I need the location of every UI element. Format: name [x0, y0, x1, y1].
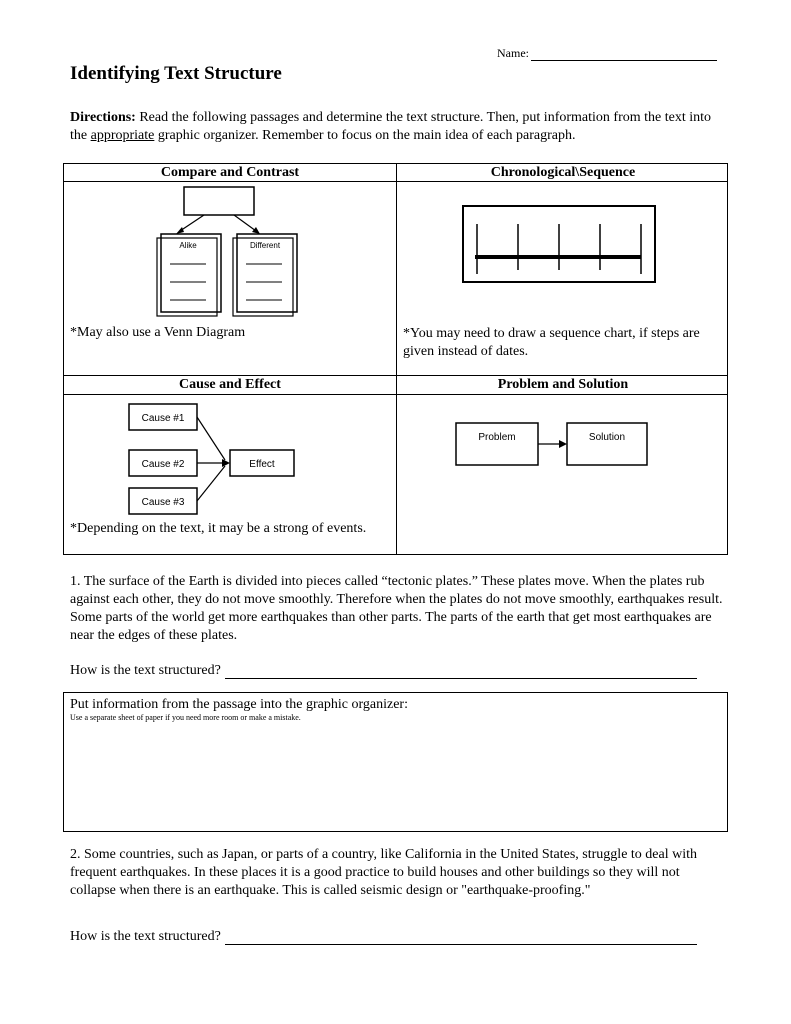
table-divider-h3 [64, 394, 727, 395]
question-2 [70, 929, 697, 945]
directions-underlined: appropriate [90, 128, 155, 143]
timeline-diagram [461, 204, 659, 286]
chronological-note: *You may need to draw a sequence chart, if steps are given instead of dates. [403, 326, 700, 359]
problem-label: Problem [478, 432, 516, 443]
directions-label: Directions: [70, 110, 136, 125]
problem-solution-heading: Problem and Solution [497, 377, 629, 392]
table-divider-h1 [64, 181, 727, 182]
cause3-label: Cause #3 [141, 497, 185, 508]
different-label: Different [249, 241, 281, 250]
question-1-label: How is the text structured? [70, 663, 221, 678]
passage-1: 1. The surface of the Earth is divided into pieces called “tectonic plates.” These plates move. When the plates rub against each other, they do not move smoothly. Therefore when the plates do not move smoothly, earthquakes result. Some parts of the world get more earthquakes than other parts. The parts of the earth that get most earthquakes are near the edges of these plates. [70, 574, 723, 643]
table-divider-vertical [396, 164, 397, 554]
effect-label: Effect [249, 459, 275, 470]
cause-effect-note: *Depending on the text, it may be a strong of events. [70, 521, 367, 536]
cause-effect-diagram [124, 400, 304, 520]
compare-heading: Compare and Contrast [160, 165, 300, 180]
name-label: Name: [497, 46, 529, 60]
name-blank-line[interactable] [531, 48, 717, 61]
chronological-heading: Chronological\Sequence [490, 165, 636, 180]
table-divider-h2 [64, 375, 727, 376]
alike-label: Alike [179, 241, 197, 250]
organizer-answer-box[interactable] [63, 692, 728, 832]
problem-solution-diagram [452, 420, 652, 468]
name-field[interactable] [497, 46, 717, 61]
directions-text-before: Read the following passages and determine the text structure. Then, put information from the text into the [70, 110, 711, 143]
question-1 [70, 663, 697, 679]
solution-label: Solution [588, 432, 626, 443]
cause-effect-heading: Cause and Effect [179, 377, 281, 392]
question-2-label: How is the text structured? [70, 929, 221, 944]
compare-diagram [152, 186, 302, 318]
cause1-label: Cause #1 [141, 413, 185, 424]
answer-box-title: Put information from the passage into the graphic organizer: [70, 697, 408, 712]
directions-text-after: graphic organizer. Remember to focus on the main idea of each paragraph. [154, 128, 576, 143]
compare-note: *May also use a Venn Diagram [70, 325, 246, 340]
page-title: Identifying Text Structure [70, 63, 282, 84]
question-2-answer-line[interactable] [225, 930, 697, 945]
answer-box-subtitle: Use a separate sheet of paper if you need more room or make a mistake. [70, 713, 301, 722]
organizer-table [63, 163, 728, 555]
passage-2: 2. Some countries, such as Japan, or parts of a country, like California in the United States, struggle to deal with frequent earthquakes. In these places it is a good practice to build houses and other buildings so they will not collapse when there is an earthquake. This is called seismic design or "earthquake-proofing." [70, 847, 698, 898]
question-1-answer-line[interactable] [225, 664, 697, 679]
directions [70, 109, 730, 145]
cause2-label: Cause #2 [141, 459, 185, 470]
